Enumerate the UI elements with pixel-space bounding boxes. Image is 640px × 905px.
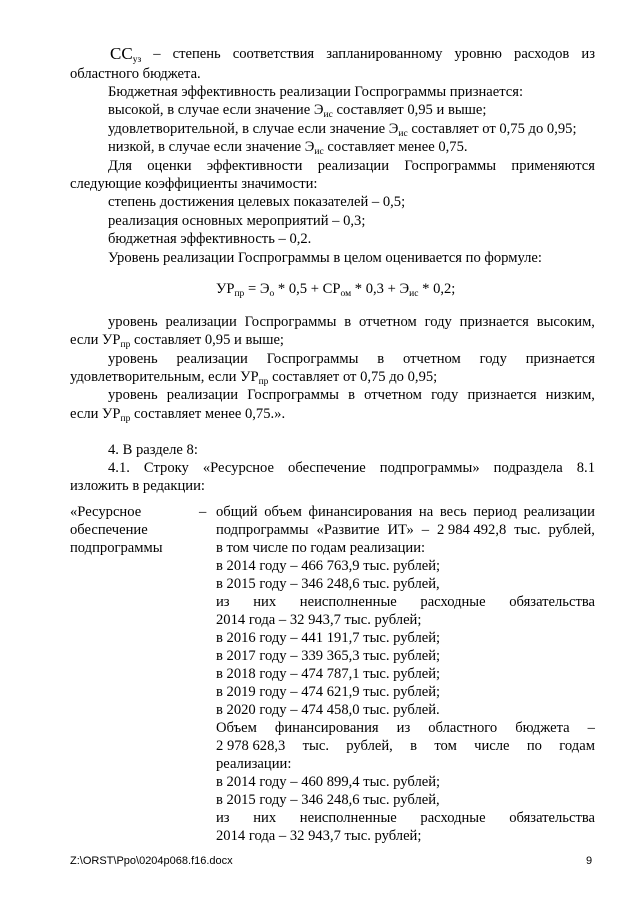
resource-label-2: обеспечение xyxy=(70,522,148,538)
cc-definition-end: областного бюджета. xyxy=(70,66,201,82)
footer-file-path: Z:\ORST\Ppo\0204p068.f16.docx xyxy=(70,855,233,867)
weight-budget: бюджетная эффективность – 0,2. xyxy=(108,231,312,247)
resource-year-2017: в 2017 году – 339 365,3 тыс. рублей; xyxy=(216,648,441,664)
resource-year-2015: в 2015 году – 346 248,6 тыс. рублей, xyxy=(216,576,440,592)
level-low-end: если $УР_{пр}$ составляет менее 0,75.». xyxy=(70,406,286,424)
regional-year-2014: в 2014 году – 460 899,4 тыс. рублей; xyxy=(216,774,441,790)
formula: $УР_{пр} = Э_о * 0,5 + СР_{ом} * 0,3 + Э_{ис} * 0,2$; xyxy=(216,281,456,299)
resource-year-2019: в 2019 году – 474 621,9 тыс. рублей; xyxy=(216,684,441,700)
resource-total-end: в том числе по годам реализации: xyxy=(216,540,426,556)
weights-intro-line: Для оценки эффективности реализации Госпрограммы применяются xyxy=(108,158,595,174)
cc-symbol: $СС_{уз}$ xyxy=(110,44,142,65)
regional-line-2: 2 978 628,3 тыс. рублей, в том числе по годам xyxy=(216,738,595,754)
formula-intro: Уровень реализации Госпрограммы в целом оценивается по формуле: xyxy=(108,250,542,266)
budget-low: низкой, в случае если значение $Э_{ис}$ составляет менее 0,75. xyxy=(108,139,468,157)
resource-year-2018: в 2018 году – 474 787,1 тыс. рублей; xyxy=(216,666,441,682)
section8-item-line: 4.1. Строку «Ресурсное обеспечение подпрограммы» подраздела 8.1 xyxy=(108,460,595,476)
budget-high: высокой, в случае если значение $Э_{ис}$ составляет 0,95 и выше; xyxy=(108,102,487,120)
resource-year-2016: в 2016 году – 441 191,7 тыс. рублей; xyxy=(216,630,441,646)
level-satisfactory-end: удовлетворительным, если $УР_{пр}$ составляет от 0,75 до 0,95; xyxy=(70,369,438,387)
resource-dash: – xyxy=(199,504,207,520)
resource-unfulfilled-end: 2014 года – 32 943,7 тыс. рублей; xyxy=(216,612,422,628)
weight-activities: реализация основных мероприятий – 0,3; xyxy=(108,213,366,229)
resource-label-1: «Ресурсное xyxy=(70,504,142,520)
resource-label-3: подпрограммы xyxy=(70,540,163,556)
regional-unfulfilled-end: 2014 года – 32 943,7 тыс. рублей; xyxy=(216,828,422,844)
resource-unfulfilled-line: из них неисполненные расходные обязательства xyxy=(216,594,595,610)
budget-recognized: Бюджетная эффективность реализации Госпрограммы признается: xyxy=(108,84,524,100)
cc-definition-line: $СС_{уз}$ – степень соответствия запланированному уровню расходов из xyxy=(110,44,595,65)
level-satisfactory-line: уровень реализации Госпрограммы в отчетном году признается xyxy=(108,351,595,367)
level-high-line: уровень реализации Госпрограммы в отчетном году признается высоким, xyxy=(108,314,595,330)
resource-total-line-1: общий объем финансирования на весь период реализации xyxy=(216,504,595,520)
budget-satisfactory: удовлетворительной, в случае если значение $Э_{ис}$ составляет от 0,75 до 0,95; xyxy=(108,121,577,139)
regional-year-2015: в 2015 году – 346 248,6 тыс. рублей, xyxy=(216,792,440,808)
regional-unfulfilled-line: из них неисполненные расходные обязательства xyxy=(216,810,595,826)
resource-year-2020: в 2020 году – 474 458,0 тыс. рублей. xyxy=(216,702,440,718)
regional-line-1: Объем финансирования из областного бюджета – xyxy=(216,720,595,736)
section8-heading: 4. В разделе 8: xyxy=(108,442,198,458)
weights-intro-end: следующие коэффициенты значимости: xyxy=(70,176,318,192)
footer-page-number: 9 xyxy=(586,855,593,867)
section8-item-end: изложить в редакции: xyxy=(70,478,205,494)
resource-total-line-2: подпрограммы «Развитие ИТ» – 2 984 492,8 тыс. рублей, xyxy=(216,522,595,538)
resource-year-2014: в 2014 году – 466 763,9 тыс. рублей; xyxy=(216,558,441,574)
regional-end: реализации: xyxy=(216,756,292,772)
weight-targets: степень достижения целевых показателей – 0,5; xyxy=(108,194,406,210)
level-high-end: если $УР_{пр}$ составляет 0,95 и выше; xyxy=(70,332,284,350)
level-low-line: уровень реализации Госпрограммы в отчетном году признается низким, xyxy=(108,387,595,403)
